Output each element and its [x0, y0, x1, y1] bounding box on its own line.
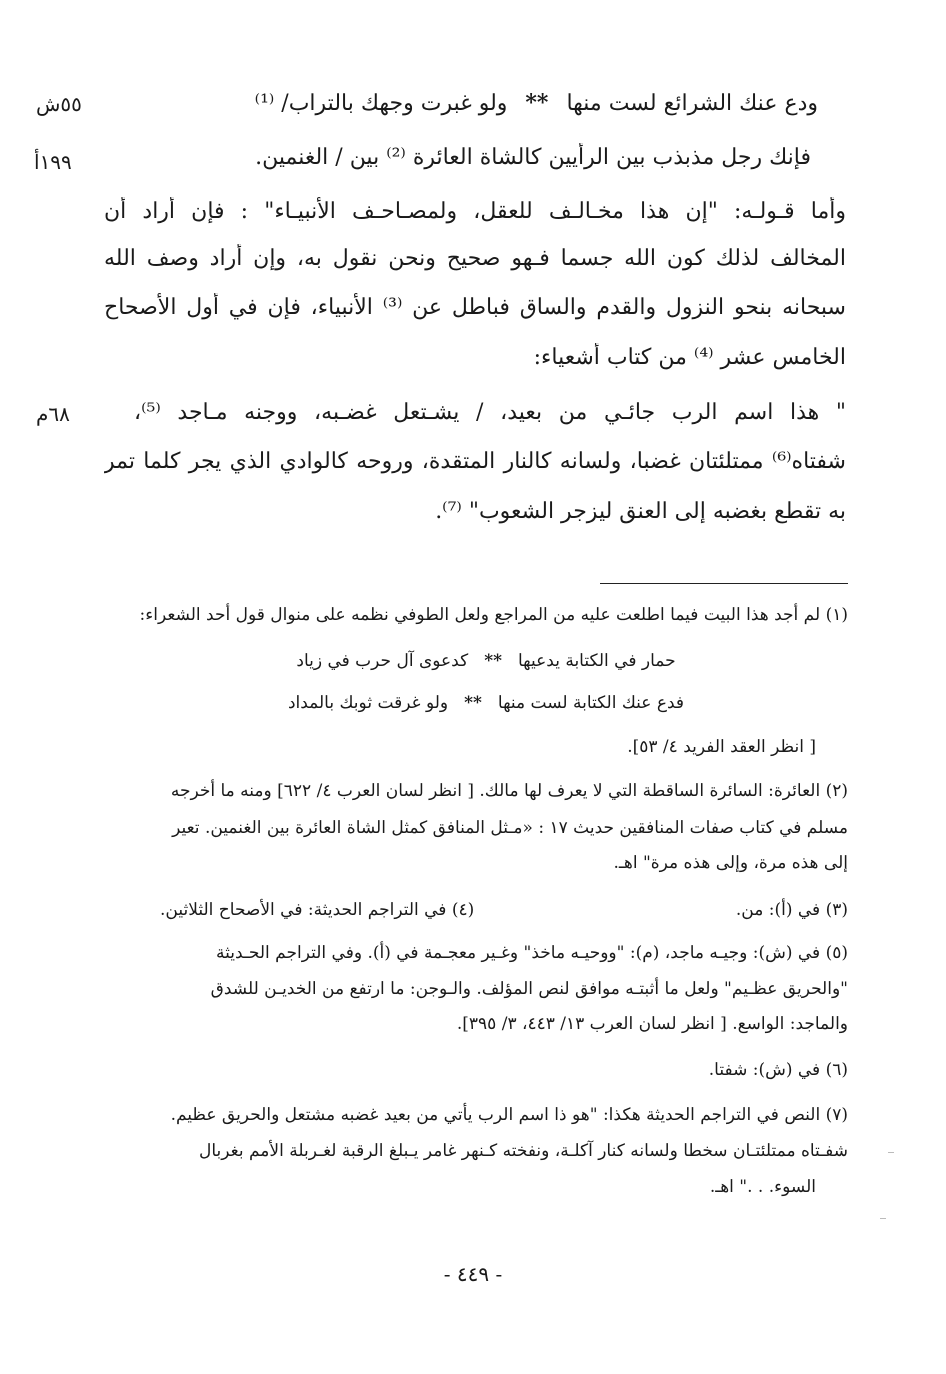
footnote-1-line-1: (١) لم أجد هذا البيت فيما اطلعت عليه من المراجع ولعل الطوفي نظمه على منوال قول أحد الشعراء:	[139, 605, 848, 625]
footnote-7-line-2: شفـتاه ممتلئتـان سخطا ولسانه كنار آكلـة، ونفخته كـنهر غامر يـبلغ الرقبة لغـربلة الأمم بغربال	[199, 1141, 848, 1161]
paragraph-1-line-4: الخامس عشر ⁽⁴⁾ من كتاب أشعياء:	[533, 345, 846, 370]
quote-line-1: " هذا اسم الرب جائـي من بعيد، / يشـتعل غضـبه، ووجنه مـاجد ⁽⁵⁾،	[134, 400, 846, 425]
footnote-1-poem-verse-2-a: فدع عنك الكتابة لست منها	[497, 693, 685, 713]
footnote-7-line-3: السوء. . ." اهـ.	[709, 1177, 816, 1197]
paragraph-1-line-1: وأما قـولـه: "إن هذا مخـالـف للعقل، ولمصـاحـف الأنبيـاء" : فإن أراد أن	[104, 199, 846, 224]
footnote-1-poem-verse-1-b: كدعوى آل حرب في زياد	[296, 651, 469, 671]
poem-verse-2: فإنك رجل مذبذب بين الرأيين كالشاة العائرة ⁽²⁾ بين / الغنمين.	[255, 145, 811, 170]
footnote-1-reference: [ انظر العقد الفريد ٤/ ٥٣].	[627, 737, 816, 757]
scan-speck	[888, 1152, 894, 1153]
margin-note-ms-m: ٦٨م	[36, 402, 70, 426]
footnote-1-poem-verse-1	[186, 648, 786, 674]
footnote-5-line-1: (٥) في (ش): وجيـه ماجد، (م): "ووحيـه ماخذ" وغـير معجـمة في (أ). وفي التراجم الحـديثة	[216, 943, 848, 963]
scan-speck	[880, 1218, 886, 1219]
poem-verse-1	[118, 88, 818, 119]
poem-verse-1-second-hemistich: ولو غبرت وجهك بالتراب/ ⁽¹⁾	[254, 91, 508, 116]
quote-line-3: به تقطع بغضبه إلى العنق ليزجر الشعوب" ⁽⁷⁾.	[435, 499, 846, 524]
footnote-1-poem-verse-1-separator: **	[484, 651, 502, 671]
footnote-6: (٦) في (ش): شفتا.	[708, 1060, 848, 1080]
quote-line-2: شفتاه⁽⁶⁾ ممتلئتان غضبا، ولسانه كالنار المتقدة، وروحه كالوادي الذي يجر كلما تمر	[104, 449, 846, 474]
footnote-5-line-2: "والحريق عظـيم" ولعل ما أثبتـه موافق لنص المؤلف. والـوجن: ما ارتفع من الخديـن للشدق	[210, 979, 848, 999]
footnote-7-line-1: (٧) النص في التراجم الحديثة هكذا: "هو ذا اسم الرب يأتي من بعيد غضبه مشتعل والحريق عظيم.	[170, 1105, 848, 1125]
footnote-separator	[600, 583, 848, 584]
footnote-1-poem-verse-2-separator: **	[464, 693, 482, 713]
footnote-4: (٤) في التراجم الحديثة: في الأصحاح الثلاثين.	[160, 900, 475, 920]
margin-note-ms-a: ١٩٩أ	[34, 150, 72, 174]
footnote-5-line-3: والماجد: الواسع. [ انظر لسان العرب ١٣/ ٤٤٣، ٣/ ٣٩٥].	[456, 1014, 848, 1034]
footnote-2-line-3: إلى هذه مرة، وإلى هذه مرة" اهـ.	[613, 853, 848, 873]
poem-verse-1-first-hemistich: ودع عنك الشرائع لست منها	[566, 91, 818, 116]
footnote-1-poem-verse-2	[186, 690, 786, 716]
paragraph-1-line-3: سبحانه بنحو النزول والقدم والساق فباطل عن ⁽³⁾ الأنبياء، فإن في أول الأصحاح	[104, 295, 846, 320]
page-number: - ٤٤٩ -	[443, 1262, 503, 1286]
paragraph-1-line-2: المخالف لذلك كون الله جسما فـهو صحيح ونحن نقول به، وإن أراد وصف الله	[104, 246, 846, 271]
footnote-1-poem-verse-2-b: ولو غرقت ثوبك بالمداد	[287, 693, 449, 713]
footnote-3: (٣) في (أ): من.	[735, 900, 848, 920]
footnote-2-line-1: (٢) العائرة: السائرة الساقطة التي لا يعرف لها مالك. [ انظر لسان العرب ٤/ ٦٢٢] ومنه ما أخرجه	[170, 781, 848, 801]
footnote-1-poem-verse-1-a: حمار في الكتابة يدعيها	[517, 651, 676, 671]
footnotes-3-and-4	[100, 897, 848, 923]
margin-note-ms-sh: ٥٥ش	[36, 92, 82, 116]
poem-verse-1-separator: **	[525, 90, 549, 116]
footnote-2-line-2: مسلم في كتاب صفات المنافقين حديث ١٧ : «مـثل المنافق كمثل الشاة العائرة بين الغنمين. تعير	[172, 818, 848, 838]
